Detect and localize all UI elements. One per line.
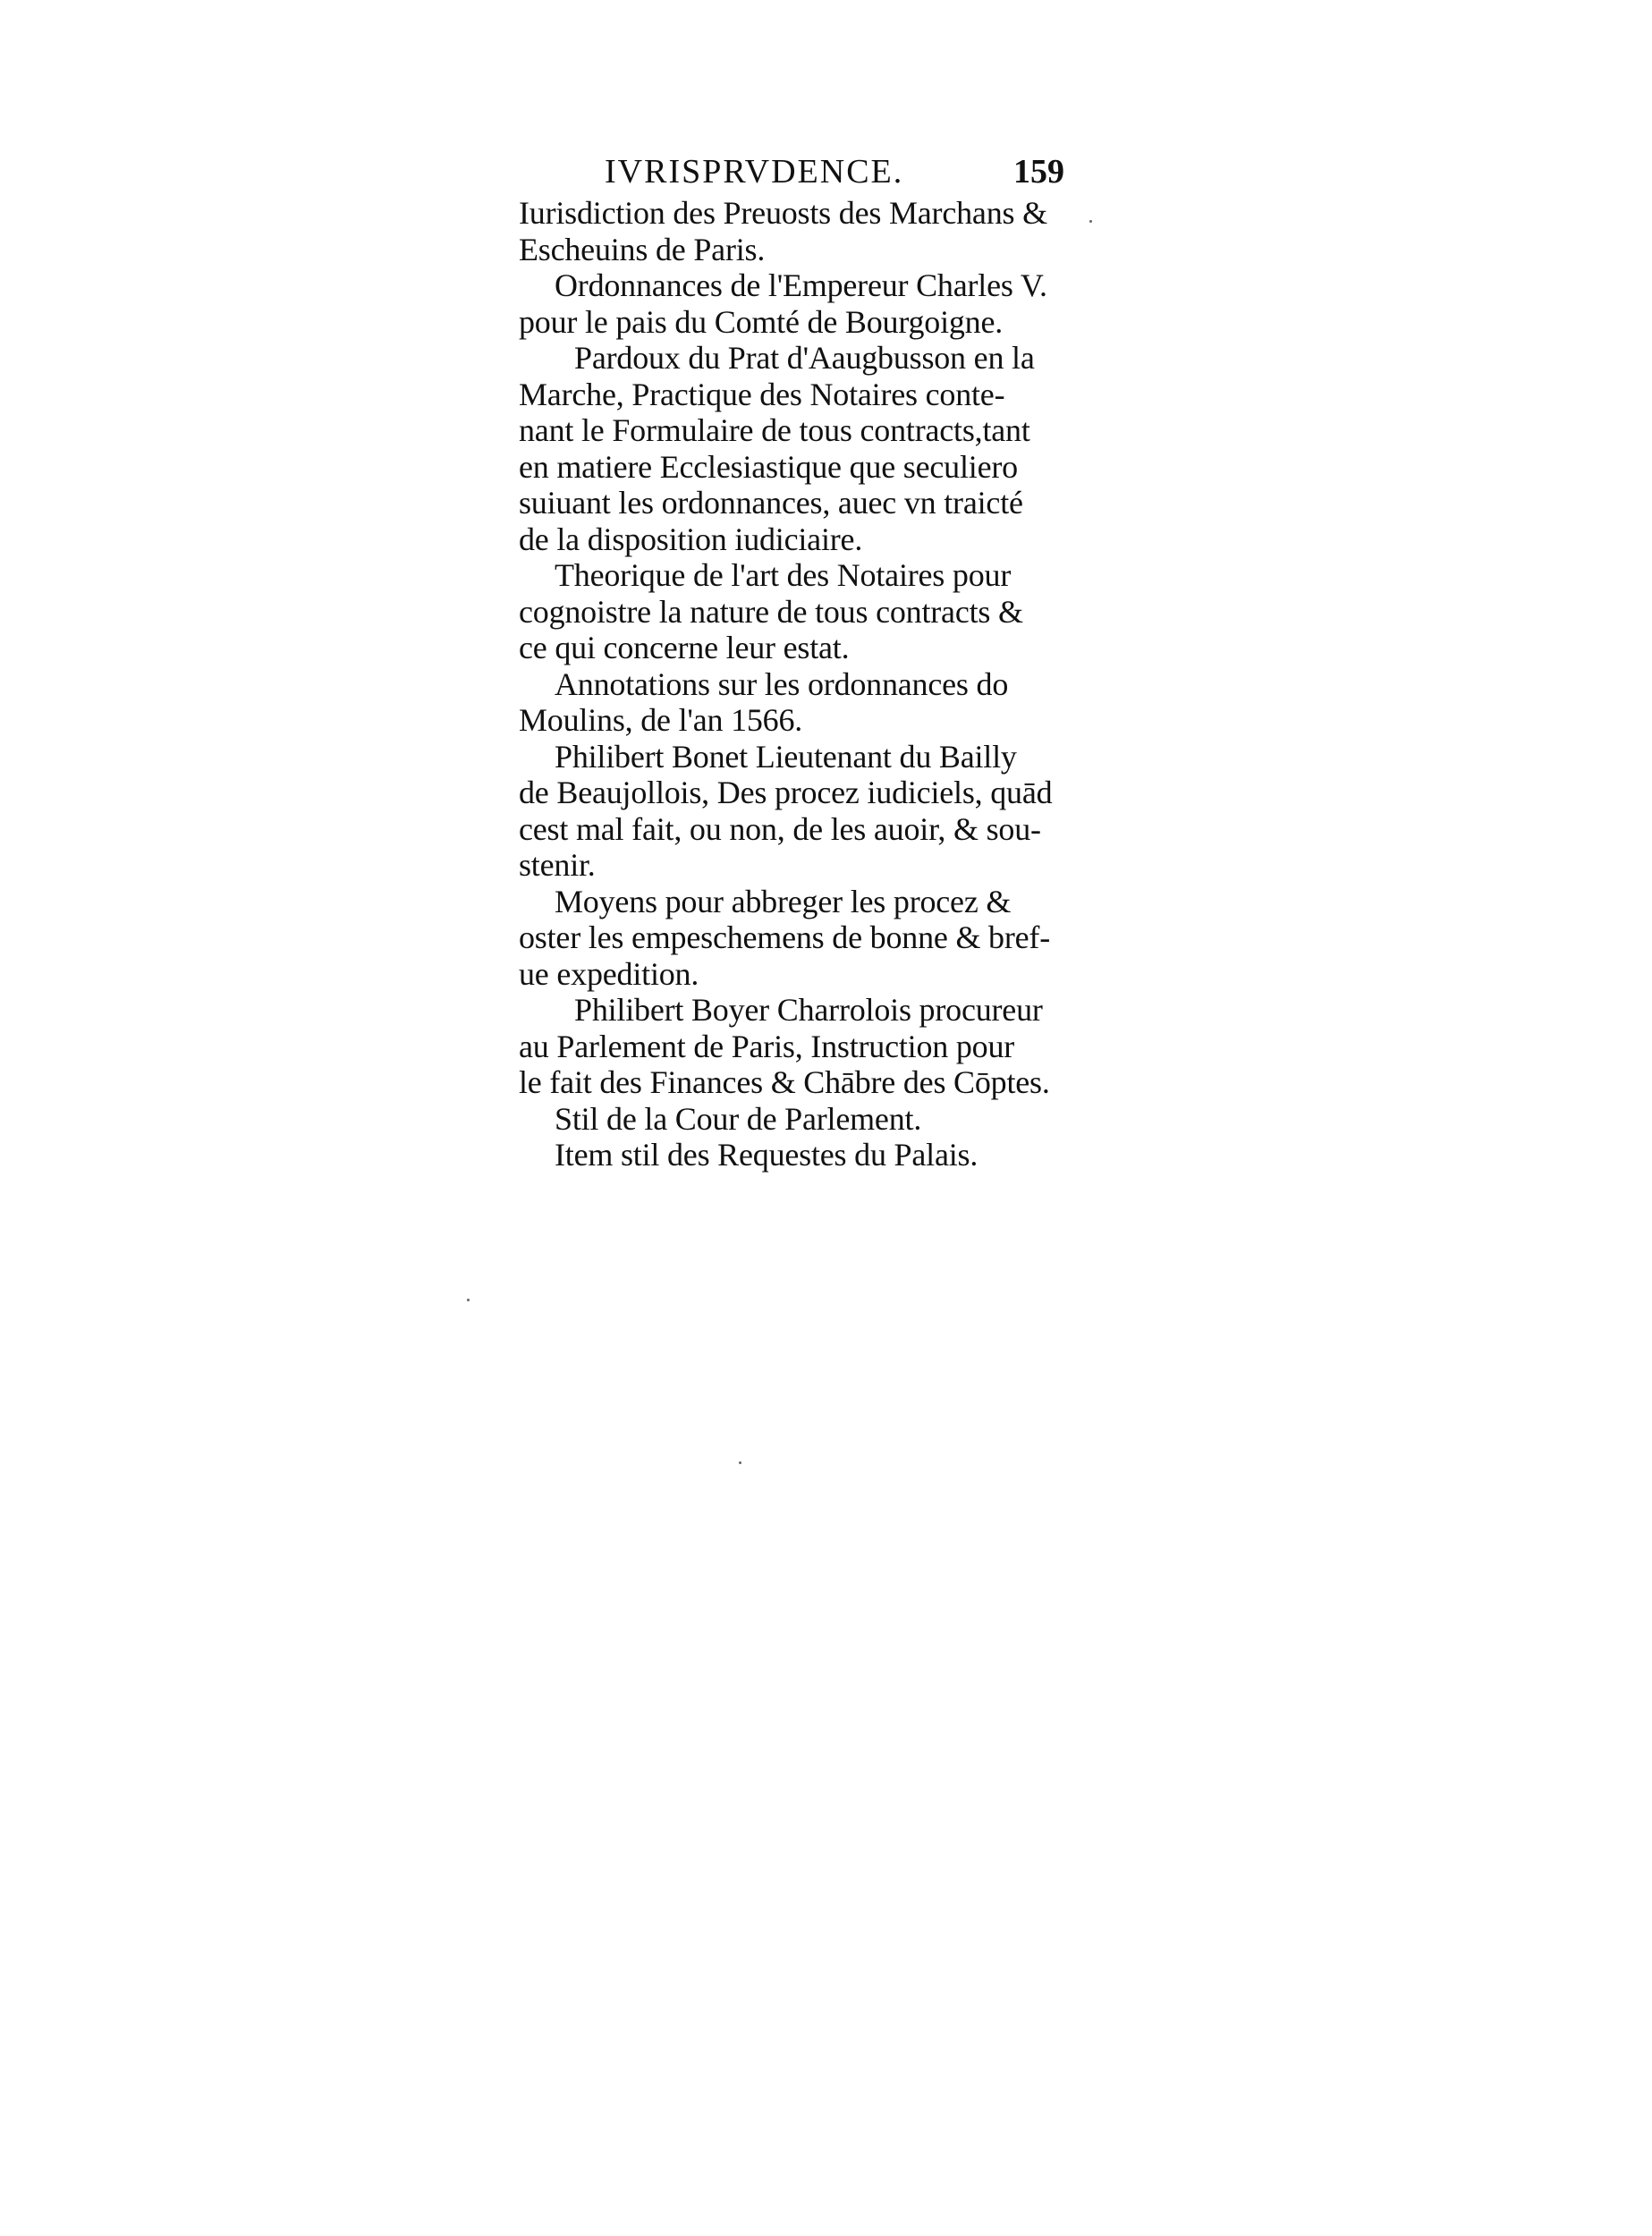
entry-line: Item stil des Requestes du Palais. bbox=[555, 1137, 978, 1173]
scan-speck bbox=[739, 1461, 741, 1464]
entry-line: en matiere Ecclesiastique que seculiero bbox=[519, 448, 1018, 485]
catalog-entry bbox=[519, 992, 1082, 1101]
catalog-entry bbox=[519, 557, 1082, 666]
page-number: 159 bbox=[1013, 153, 1064, 191]
entry-line: le fait des Finances & Chābre des Cōptes. bbox=[519, 1064, 1050, 1100]
entry-line: Theorique de l'art des Notaires pour bbox=[555, 557, 1012, 593]
entry-line: oster les empeschemens de bonne & bref- bbox=[519, 919, 1050, 955]
catalog-entry bbox=[519, 195, 1082, 267]
catalog-entry bbox=[519, 340, 1082, 557]
entry-line: Philibert Bonet Lieutenant du Bailly bbox=[555, 738, 1017, 775]
scan-speck bbox=[467, 1299, 470, 1301]
entry-line: Pardoux du Prat d'Aaugbusson en la bbox=[574, 340, 1035, 376]
entry-line: de la disposition iudiciaire. bbox=[519, 521, 863, 557]
entry-line: ue expedition. bbox=[519, 955, 699, 992]
running-head bbox=[519, 152, 1082, 195]
scan-speck bbox=[1089, 220, 1092, 223]
entry-line: Ordonnances de l'Empereur Charles V. bbox=[555, 267, 1047, 303]
catalog-entry bbox=[519, 666, 1082, 739]
catalog-entry bbox=[519, 267, 1082, 340]
text-block bbox=[519, 134, 1082, 1173]
entry-line: Escheuins de Paris. bbox=[519, 231, 766, 267]
entry-line: Philibert Boyer Charrolois procureur bbox=[574, 992, 1043, 1028]
catalog-entry bbox=[519, 1101, 1082, 1138]
entry-line: Iurisdiction des Preuosts des Marchans & bbox=[519, 195, 1047, 231]
entry-line: Moulins, de l'an 1566. bbox=[519, 702, 803, 738]
entry-line: pour le pais du Comté de Bourgoigne. bbox=[519, 303, 1004, 340]
entry-line: nant le Formulaire de tous contracts,tant bbox=[519, 412, 1030, 448]
entry-line: suiuant les ordonnances, auec vn traicté bbox=[519, 485, 1023, 521]
catalog-entry bbox=[519, 739, 1082, 884]
running-head-title: IVRISPRVDENCE. bbox=[605, 153, 904, 191]
entry-line: cognoistre la nature de tous contracts & bbox=[519, 593, 1023, 630]
entry-line: Marche, Practique des Notaires conte- bbox=[519, 376, 1005, 412]
entry-line: Annotations sur les ordonnances do bbox=[555, 665, 1009, 702]
entry-line: stenir. bbox=[519, 847, 596, 883]
entry-line: Stil de la Cour de Parlement. bbox=[555, 1100, 922, 1137]
entry-line: Moyens pour abbreger les procez & bbox=[555, 883, 1012, 919]
entry-line: ce qui concerne leur estat. bbox=[519, 630, 850, 665]
entry-line: au Parlement de Paris, Instruction pour bbox=[519, 1028, 1015, 1064]
entry-line: cest mal fait, ou non, de les auoir, & sou- bbox=[519, 810, 1041, 847]
entry-line: de Beaujollois, Des procez iudiciels, quād bbox=[519, 775, 1053, 810]
catalog-entry bbox=[519, 884, 1082, 993]
catalog-entry bbox=[519, 1137, 1082, 1173]
